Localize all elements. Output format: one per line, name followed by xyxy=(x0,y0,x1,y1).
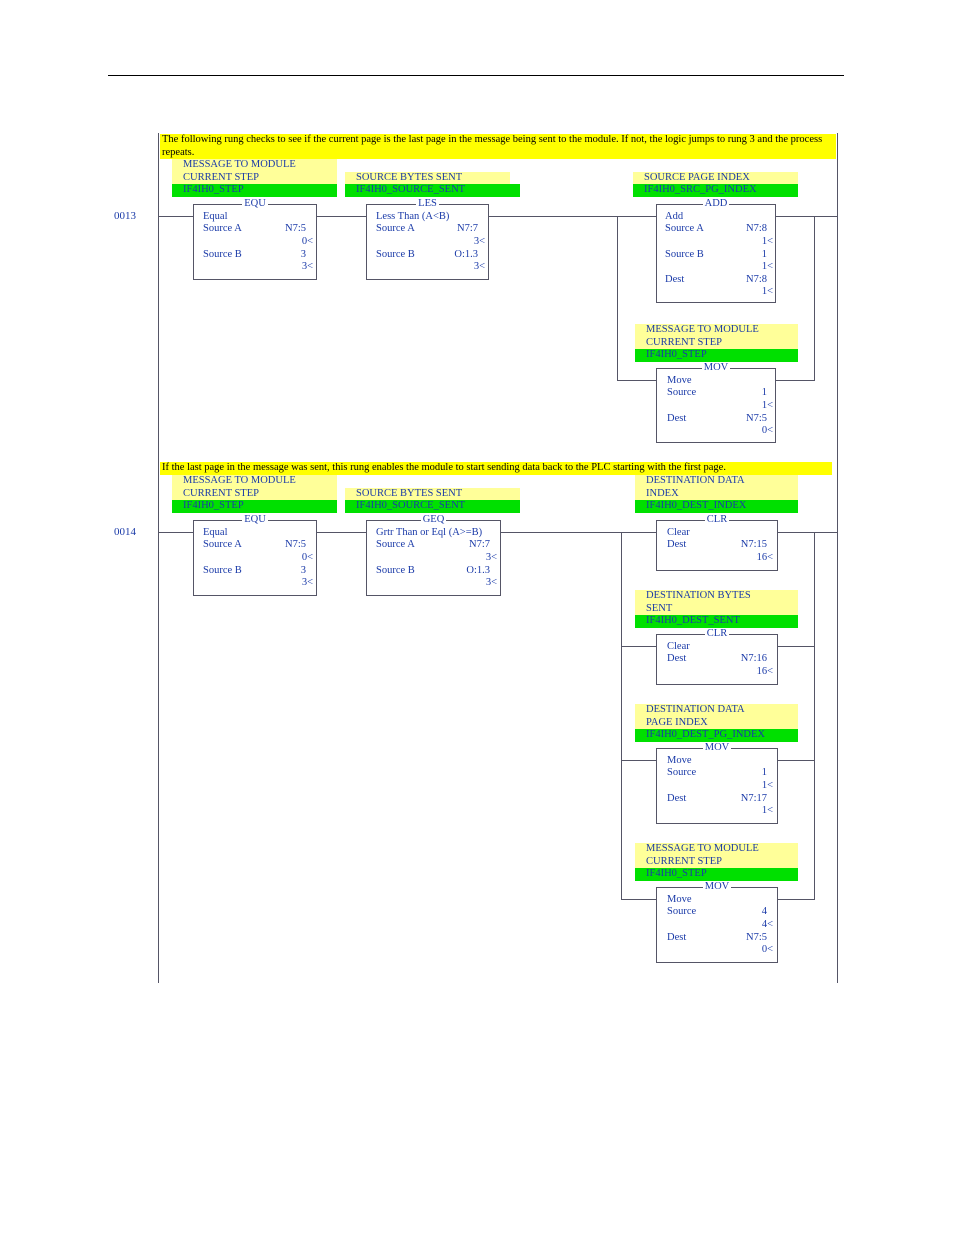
mov-dest-pg-index-tag-description xyxy=(635,704,798,729)
branch-wire xyxy=(617,216,618,381)
source-a-label: Source A xyxy=(203,223,242,234)
desc-line: DESTINATION BYTES xyxy=(646,590,751,601)
instruction-name: Clear xyxy=(667,527,690,538)
geq-instruction[interactable] xyxy=(366,514,501,596)
equ-tag-description xyxy=(172,475,337,500)
source-a-value: 0< xyxy=(301,236,313,247)
rung-wire xyxy=(777,532,837,533)
dest-label: Dest xyxy=(667,653,687,664)
desc-line: CURRENT STEP xyxy=(646,855,722,867)
instruction-title: MOV xyxy=(703,362,729,373)
rung-comment: If the last page in the message was sent, this rung enables the module to start sending data back to the PLC starting with the first page. xyxy=(160,462,832,475)
dest-label: Dest xyxy=(667,413,687,424)
desc-line: CURRENT STEP xyxy=(646,336,722,348)
equ-tag-name: IF4IH0_STEP xyxy=(172,500,337,513)
instruction-title: CLR xyxy=(706,628,728,639)
rung-wire xyxy=(488,216,617,217)
rung-wire xyxy=(316,216,366,217)
desc-line: MESSAGE TO MODULE xyxy=(183,475,296,486)
les-tag-description: SOURCE BYTES SENT xyxy=(345,172,510,184)
source-b-value: 3< xyxy=(301,577,313,588)
desc-line: CURRENT STEP xyxy=(183,487,259,499)
source-a-label: Source A xyxy=(665,223,704,234)
source-b-label: Source B xyxy=(665,249,704,260)
branch-wire xyxy=(617,380,656,381)
rung-wire xyxy=(500,532,621,533)
desc-line: DESTINATION DATA xyxy=(646,704,745,715)
branch-wire xyxy=(814,216,815,381)
instruction-name: Grtr Than or Eql (A>=B) xyxy=(376,527,483,538)
source-a-value: 1< xyxy=(761,236,773,247)
desc-line: PAGE INDEX xyxy=(646,716,708,728)
instruction-title: MOV xyxy=(704,742,730,753)
desc-line: MESSAGE TO MODULE xyxy=(646,843,759,854)
source-a-value: 3< xyxy=(485,552,497,563)
mov-dest-pg-index-instruction[interactable] xyxy=(656,742,778,824)
source-b-label: Source B xyxy=(203,565,242,576)
source-a-label: Source A xyxy=(376,223,415,234)
rung-wire xyxy=(775,216,837,217)
source-value: 1< xyxy=(761,780,773,791)
clr-dest-sent-tag-description xyxy=(635,590,798,615)
rung-comment: The following rung checks to see if the current page is the last page in the message being sent to the module. If not, the logic jumps to rung 3 and the process repeats. xyxy=(160,134,836,159)
dest-address[interactable]: N7:5 xyxy=(746,413,767,424)
instruction-title: ADD xyxy=(704,198,728,209)
source-a-label: Source A xyxy=(376,539,415,550)
mov-instruction[interactable] xyxy=(656,362,776,443)
source-label: Source xyxy=(667,387,697,398)
rung-wire xyxy=(159,216,193,217)
instruction-name: Equal xyxy=(203,527,228,538)
equ-instruction[interactable] xyxy=(193,198,317,280)
clr-dest-index-tag-name: IF4IH0_DEST_INDEX xyxy=(635,500,798,513)
dest-address[interactable]: N7:8 xyxy=(746,274,767,285)
branch-wire xyxy=(621,532,622,900)
branch-wire xyxy=(775,380,815,381)
source-a-address[interactable]: N7:8 xyxy=(746,223,767,234)
add-instruction[interactable] xyxy=(656,198,776,303)
source-b-value: 3< xyxy=(301,261,313,272)
source-a-value: 0< xyxy=(301,552,313,563)
desc-line: MESSAGE TO MODULE xyxy=(183,159,296,170)
instruction-name: Clear xyxy=(667,641,690,652)
source-b-address[interactable]: 3 xyxy=(300,565,306,576)
dest-value: 0< xyxy=(761,425,773,436)
instruction-name: Move xyxy=(667,375,692,386)
instruction-name: Add xyxy=(665,211,684,222)
dest-value: 16< xyxy=(756,666,773,677)
rung-wire xyxy=(617,216,656,217)
geq-tag-description: SOURCE BYTES SENT xyxy=(345,488,520,500)
source-value: 1< xyxy=(761,400,773,411)
add-tag-name: IF4IH0_SRC_PG_INDEX xyxy=(633,184,798,197)
page-header-rule xyxy=(108,75,844,76)
source-label: Source xyxy=(667,906,697,917)
source-label: Source xyxy=(667,767,697,778)
source-b-address[interactable]: 1 xyxy=(761,249,767,260)
les-instruction[interactable] xyxy=(366,198,489,280)
dest-value: 0< xyxy=(761,944,773,955)
clr-dest-index-instruction[interactable] xyxy=(656,514,778,571)
dest-label: Dest xyxy=(667,539,687,550)
clr-dest-sent-tag-name: IF4IH0_DEST_SENT xyxy=(635,615,798,628)
dest-value: 16< xyxy=(756,552,773,563)
instruction-title: LES xyxy=(418,198,437,209)
mov-dest-pg-index-tag-name: IF4IH0_DEST_PG_INDEX xyxy=(635,729,798,742)
branch-wire xyxy=(621,760,656,761)
rung-wire xyxy=(621,532,656,533)
source-b-address[interactable]: 3 xyxy=(300,249,306,260)
rung-wire xyxy=(159,532,193,533)
clr-dest-index-tag-description xyxy=(635,475,798,500)
instruction-title: EQU xyxy=(244,514,266,525)
source-a-label: Source A xyxy=(203,539,242,550)
source-b-value: 3< xyxy=(485,577,497,588)
source-a-address[interactable]: N7:5 xyxy=(285,539,306,550)
source-address[interactable]: 1 xyxy=(761,387,767,398)
instruction-name: Less Than (A<B) xyxy=(376,211,450,222)
equ-tag-description xyxy=(172,159,337,184)
equ-instruction[interactable] xyxy=(193,514,317,596)
source-b-label: Source B xyxy=(376,565,415,576)
dest-label: Dest xyxy=(665,274,685,285)
instruction-name: Move xyxy=(667,894,692,905)
source-address[interactable]: 1 xyxy=(761,767,767,778)
rung-number: 0013 xyxy=(114,210,136,222)
dest-address[interactable]: N7:5 xyxy=(746,932,767,943)
instruction-name: Equal xyxy=(203,211,228,222)
source-a-address[interactable]: N7:7 xyxy=(469,539,490,550)
source-b-label: Source B xyxy=(376,249,415,260)
dest-address[interactable]: N7:15 xyxy=(740,539,767,550)
source-a-address[interactable]: N7:7 xyxy=(457,223,478,234)
source-b-address[interactable]: O:1.3 xyxy=(454,249,478,260)
source-b-value: 3< xyxy=(473,261,485,272)
right-power-rail xyxy=(837,133,838,983)
source-value: 4< xyxy=(761,919,773,930)
desc-line: INDEX xyxy=(646,487,679,499)
les-tag-name: IF4IH0_SOURCE_SENT xyxy=(345,184,520,197)
mov-step-tag-description xyxy=(635,843,798,868)
source-a-address[interactable]: N7:5 xyxy=(285,223,306,234)
source-b-label: Source B xyxy=(203,249,242,260)
branch-wire xyxy=(814,532,815,900)
branch-wire xyxy=(621,646,656,647)
desc-line: DESTINATION DATA xyxy=(646,475,745,486)
mov-step-instruction[interactable] xyxy=(656,881,778,963)
source-b-value: 1< xyxy=(761,261,773,272)
source-address[interactable]: 4 xyxy=(761,906,767,917)
dest-value: 1< xyxy=(761,805,773,816)
dest-value: 1< xyxy=(761,286,773,297)
rung-number: 0014 xyxy=(114,526,136,538)
geq-tag-name: IF4IH0_SOURCE_SENT xyxy=(345,500,520,513)
mov-step-tag-name: IF4IH0_STEP xyxy=(635,868,798,881)
dest-address[interactable]: N7:17 xyxy=(740,793,767,804)
dest-address[interactable]: N7:16 xyxy=(740,653,767,664)
branch-wire xyxy=(777,646,815,647)
branch-wire xyxy=(777,899,815,900)
dest-label: Dest xyxy=(667,793,687,804)
dest-label: Dest xyxy=(667,932,687,943)
clr-dest-sent-instruction[interactable] xyxy=(656,628,778,685)
left-power-rail xyxy=(158,133,159,983)
source-a-value: 3< xyxy=(473,236,485,247)
add-tag-description: SOURCE PAGE INDEX xyxy=(633,172,798,184)
branch-wire xyxy=(621,899,656,900)
mov-tag-name: IF4IH0_STEP xyxy=(635,349,798,362)
mov-tag-description xyxy=(635,324,798,349)
desc-line: MESSAGE TO MODULE xyxy=(646,324,759,335)
rung-wire xyxy=(316,532,366,533)
instruction-title: CLR xyxy=(706,514,728,525)
instruction-title: GEQ xyxy=(422,514,445,525)
instruction-title: MOV xyxy=(704,881,730,892)
source-b-address[interactable]: O:1.3 xyxy=(466,565,490,576)
desc-line: CURRENT STEP xyxy=(183,171,259,183)
desc-line: SENT xyxy=(646,602,673,614)
equ-tag-name: IF4IH0_STEP xyxy=(172,184,337,197)
branch-wire xyxy=(777,760,815,761)
instruction-title: EQU xyxy=(244,198,266,209)
instruction-name: Move xyxy=(667,755,692,766)
